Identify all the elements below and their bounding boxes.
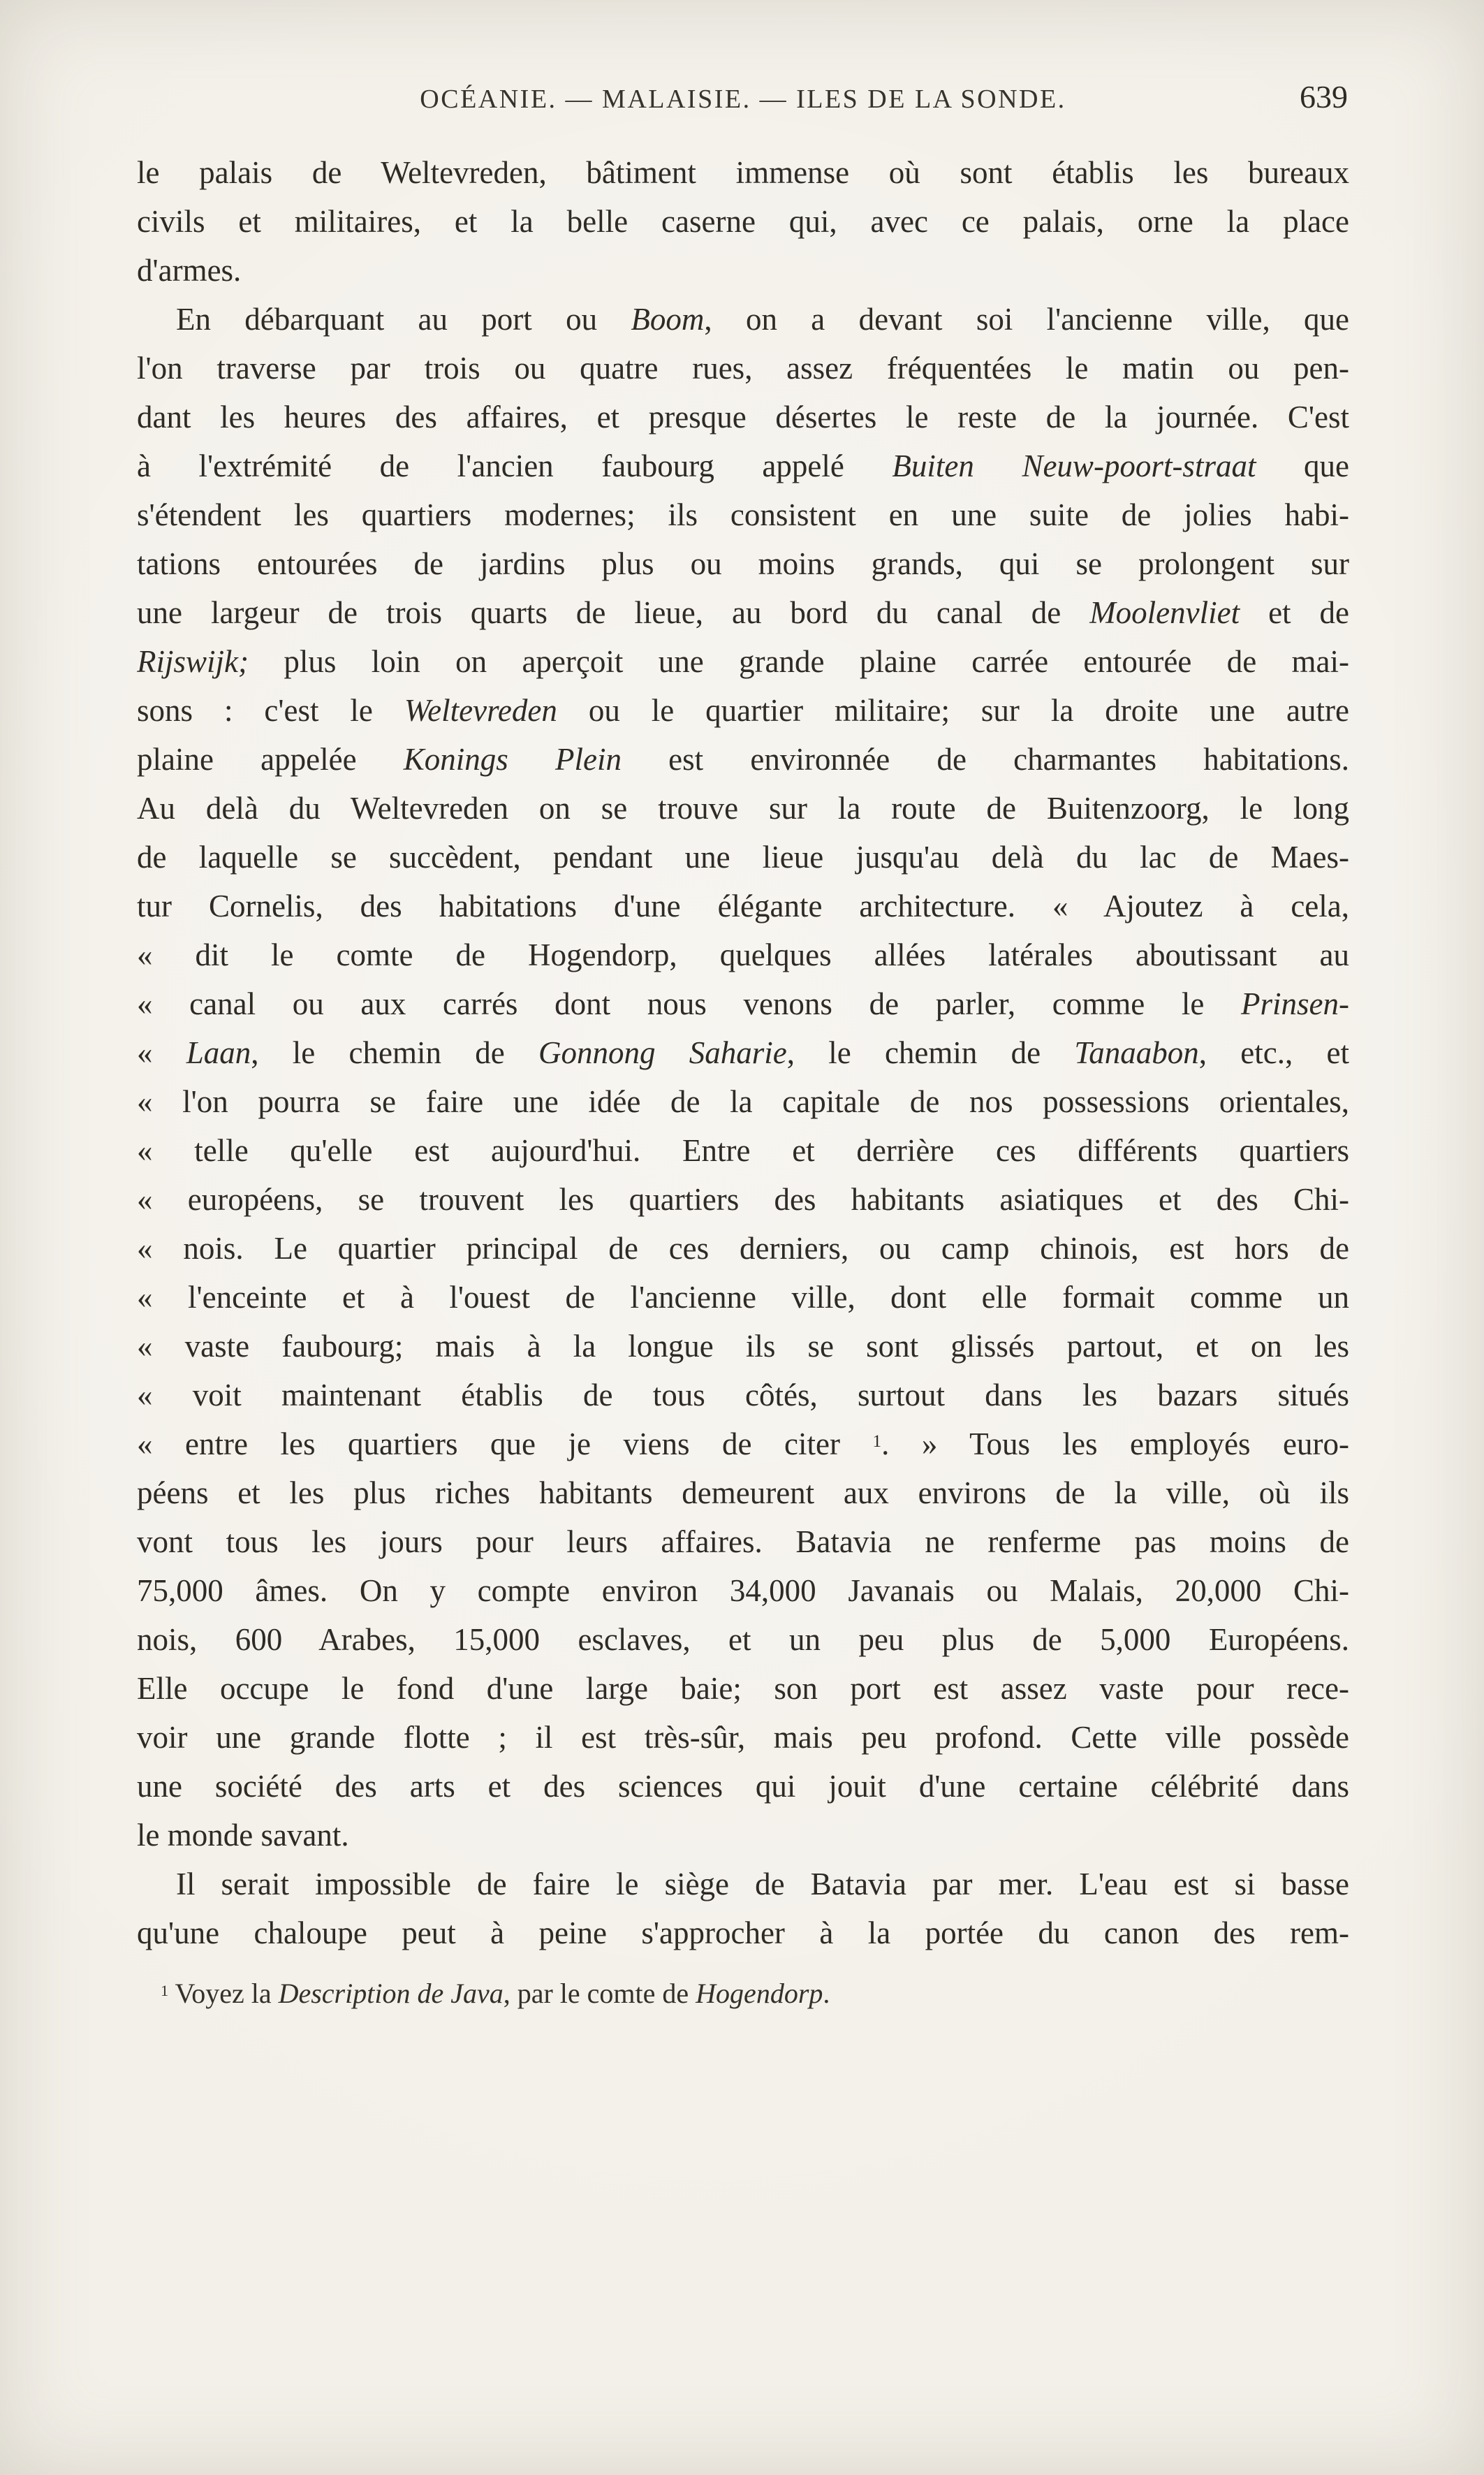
text-run: est environnée de charmantes habitations. — [621, 742, 1349, 777]
text-run: , le chemin de — [251, 1035, 538, 1070]
text-run: « vaste faubourg; mais à la longue ils se sont glissés partout, et on les — [137, 1329, 1349, 1364]
footnote — [137, 1976, 1349, 2016]
text-line — [137, 1371, 1349, 1419]
text-line — [137, 1322, 1349, 1371]
text-run: « — [137, 1035, 186, 1070]
text-run: dant les heures des affaires, et presque désertes le reste de la journée. C'est — [137, 400, 1349, 435]
text-run: « telle qu'elle est aujourd'hui. Entre et derrière ces différents quartiers — [137, 1133, 1349, 1168]
text-line — [137, 1664, 1349, 1713]
text-run: s'étendent les quartiers modernes; ils consistent en une suite de jolies habi- — [137, 497, 1349, 532]
text-run: ou le quartier militaire; sur la droite une autre — [557, 693, 1349, 728]
text-line — [137, 882, 1349, 930]
text-run: plus loin on aperçoit une grande plaine carrée entourée de mai- — [248, 644, 1349, 679]
text-line — [137, 1713, 1349, 1762]
text-run: Elle occupe le fond d'une large baie; son port est assez vaste pour rece- — [137, 1671, 1349, 1706]
text-run: « nois. Le quartier principal de ces derniers, ou camp chinois, est hors de — [137, 1231, 1349, 1266]
text-run: Il serait impossible de faire le siège de Batavia par mer. L'eau est si basse — [176, 1867, 1349, 1901]
text-line — [137, 441, 1349, 490]
text-run: de laquelle se succèdent, pendant une lieue jusqu'au delà du lac de Maes- — [137, 840, 1349, 875]
text-line — [137, 393, 1349, 441]
text-run: 75,000 âmes. On y compte environ 34,000 Javanais ou Malais, 20,000 Chi- — [137, 1573, 1349, 1608]
text-run: d'armes. — [137, 253, 242, 288]
text-run: « entre les quartiers que je viens de citer — [137, 1426, 873, 1461]
text-run: « l'enceinte et à l'ouest de l'ancienne ville, dont elle formait comme un — [137, 1280, 1349, 1315]
text-line — [137, 1908, 1349, 1957]
text-run: « dit le comte de Hogendorp, quelques allées latérales aboutissant au — [137, 937, 1349, 972]
text-run: Au delà du Weltevreden on se trouve sur la route de Buitenzoorg, le long — [137, 791, 1349, 826]
text-line — [137, 588, 1349, 637]
text-line — [137, 1419, 1349, 1468]
text-run: qu'une chaloupe peut à peine s'approcher à la portée du canon des rem- — [137, 1915, 1349, 1950]
text-run: , le chemin de — [786, 1035, 1075, 1070]
footnote-reference: 1 — [161, 1981, 169, 1999]
text-run: . — [823, 1978, 830, 2009]
text-line — [137, 1615, 1349, 1664]
italic-text-run: Description de Java — [278, 1978, 504, 2009]
text-line — [137, 1028, 1349, 1077]
text-line — [137, 1175, 1349, 1224]
italic-text-run: Laan — [186, 1035, 251, 1070]
text-line — [137, 539, 1349, 588]
text-run: Voyez la — [168, 1978, 279, 2009]
text-line — [137, 490, 1349, 539]
text-block — [137, 78, 1349, 2016]
text-run: , on a devant soi l'ancienne ville, que — [704, 302, 1349, 337]
text-line — [137, 1468, 1349, 1517]
text-line — [137, 930, 1349, 979]
italic-text-run: Gonnong Saharie — [538, 1035, 787, 1070]
italic-text-run: Tanaabon — [1074, 1035, 1199, 1070]
text-line — [137, 784, 1349, 833]
text-run: une largeur de trois quarts de lieue, au bord du canal de — [137, 595, 1090, 630]
italic-text-run: Boom — [631, 302, 705, 337]
text-line — [137, 1517, 1349, 1566]
text-run: l'on traverse par trois ou quatre rues, assez fréquentées le matin ou pen- — [137, 351, 1349, 386]
text-body — [137, 148, 1349, 1957]
text-line — [137, 295, 1349, 344]
text-line — [137, 1566, 1349, 1615]
text-line — [137, 979, 1349, 1028]
text-line — [137, 833, 1349, 882]
page-header-title: OCÉANIE. — MALAISIE. — ILES DE LA SONDE. — [420, 85, 1066, 114]
italic-text-run: Moolenvliet — [1089, 595, 1240, 630]
text-run: . » Tous les employés euro- — [881, 1426, 1349, 1461]
text-line — [137, 197, 1349, 246]
text-line — [137, 637, 1349, 686]
text-run: « l'on pourra se faire une idée de la capitale de nos possessions orientales, — [137, 1084, 1349, 1119]
text-line — [137, 344, 1349, 393]
text-run: tations entourées de jardins plus ou moins grands, qui se prolongent sur — [137, 546, 1349, 581]
text-run: En débarquant au port ou — [176, 302, 631, 337]
text-run: « voit maintenant établis de tous côtés, surtout dans les bazars situés — [137, 1378, 1349, 1412]
text-run: nois, 600 Arabes, 15,000 esclaves, et un peu plus de 5,000 Européens. — [137, 1622, 1349, 1657]
italic-text-run: Buiten Neuw-poort-straat — [892, 448, 1256, 483]
italic-text-run: Rijswijk; — [137, 644, 249, 679]
text-line — [137, 1762, 1349, 1811]
text-run: sons : c'est le — [137, 693, 404, 728]
text-run: à l'extrémité de l'ancien faubourg appelé — [137, 448, 892, 483]
running-head — [137, 78, 1349, 119]
text-run: plaine appelée — [137, 742, 404, 777]
text-run: une société des arts et des sciences qui jouit d'une certaine célébrité dans — [137, 1769, 1349, 1804]
text-run: voir une grande flotte ; il est très-sûr, mais peu profond. Cette ville possède — [137, 1720, 1349, 1755]
text-line — [137, 1077, 1349, 1126]
footnote-text — [161, 1978, 830, 2009]
text-line — [137, 1273, 1349, 1322]
text-run: civils et militaires, et la belle caserne qui, avec ce palais, orne la place — [137, 204, 1349, 239]
italic-text-run: Prinsen- — [1241, 986, 1349, 1021]
italic-text-run: Konings Plein — [403, 742, 622, 777]
text-run: le palais de Weltevreden, bâtiment immense où sont établis les bureaux — [137, 155, 1349, 190]
text-run: « canal ou aux carrés dont nous venons de parler, comme le — [137, 986, 1242, 1021]
text-run: , etc., et — [1198, 1035, 1349, 1070]
text-line — [137, 686, 1349, 735]
text-run: vont tous les jours pour leurs affaires. Batavia ne renferme pas moins de — [137, 1524, 1349, 1559]
text-run: le monde savant. — [137, 1818, 349, 1853]
text-line — [137, 1224, 1349, 1273]
text-run: tur Cornelis, des habitations d'une élégante architecture. « Ajoutez à cela, — [137, 889, 1349, 923]
page-number: 639 — [1300, 79, 1348, 115]
text-run: « européens, se trouvent les quartiers des habitants asiatiques et des Chi- — [137, 1182, 1349, 1217]
text-run: et de — [1240, 595, 1349, 630]
text-line — [137, 1811, 1349, 1860]
text-run: péens et les plus riches habitants demeurent aux environs de la ville, où ils — [137, 1475, 1349, 1510]
text-line — [137, 1126, 1349, 1175]
text-line — [137, 148, 1349, 197]
footnote-reference: 1 — [872, 1431, 882, 1451]
text-line — [137, 735, 1349, 784]
text-line — [137, 246, 1349, 295]
text-line — [137, 1860, 1349, 1908]
text-run: , par le comte de — [503, 1978, 696, 2009]
italic-text-run: Weltevreden — [404, 693, 557, 728]
italic-text-run: Hogendorp — [696, 1978, 823, 2009]
text-run: que — [1256, 448, 1349, 483]
